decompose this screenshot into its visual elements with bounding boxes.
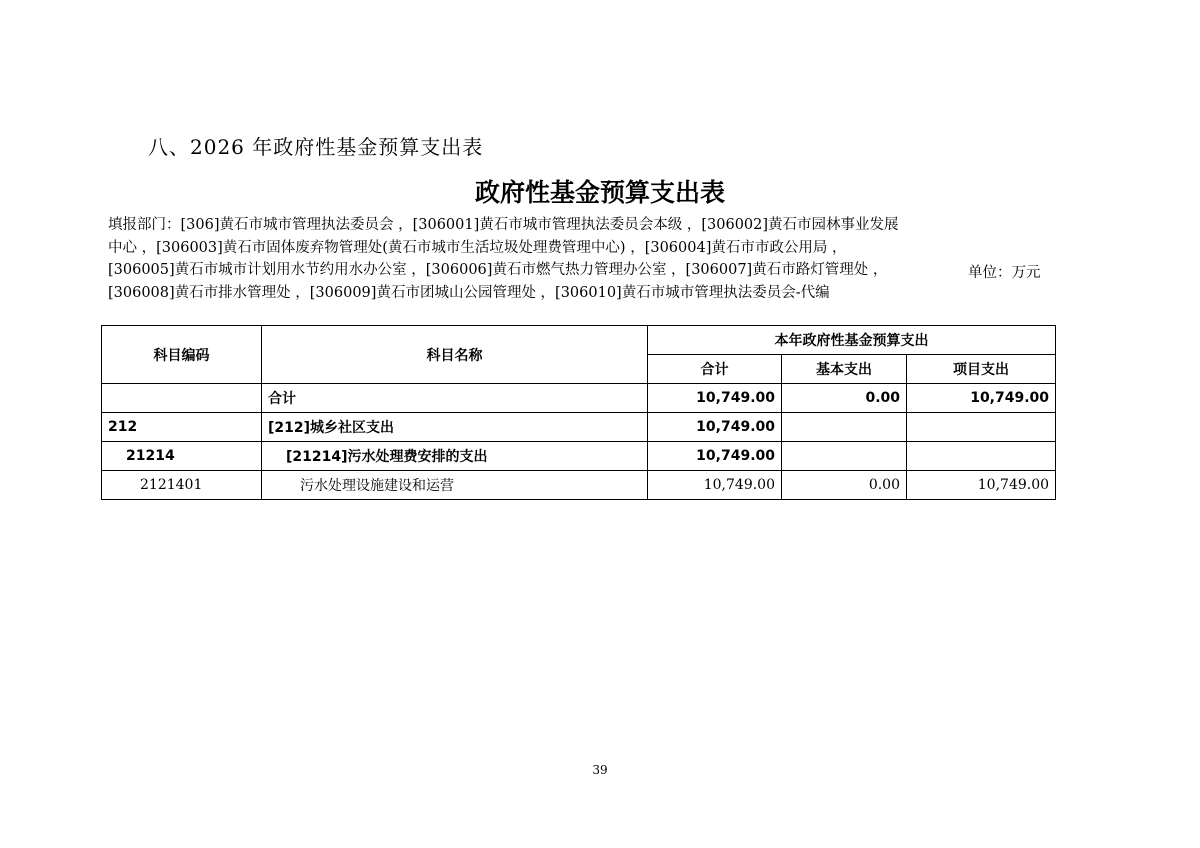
- row-basic: 0.00: [782, 384, 907, 413]
- row-project: [907, 442, 1056, 471]
- row-name: [212]城乡社区支出: [262, 413, 648, 442]
- table-row: [102, 442, 1056, 471]
- row-name: 污水处理设施建设和运营: [262, 471, 648, 500]
- table-row-total: [102, 384, 1056, 413]
- row-total: 10,749.00: [648, 471, 782, 500]
- header-project-expenditure: 项目支出: [907, 355, 1056, 384]
- row-project: [907, 413, 1056, 442]
- row-total: 10,749.00: [648, 384, 782, 413]
- row-project: 10,749.00: [907, 471, 1056, 500]
- page-title: 政府性基金预算支出表: [474, 178, 725, 207]
- row-name: 合计: [262, 384, 648, 413]
- table-row: [102, 471, 1056, 500]
- row-basic: [782, 413, 907, 442]
- header-subject-code: 科目编码: [102, 326, 262, 384]
- row-name: [21214]污水处理费安排的支出: [262, 442, 648, 471]
- unit-label: 单位：万元: [968, 265, 1041, 281]
- row-code: 2121401: [102, 471, 262, 500]
- row-total: 10,749.00: [648, 442, 782, 471]
- header-current-year-expenditure: 本年政府性基金预算支出: [648, 326, 1056, 355]
- header-total: 合计: [648, 355, 782, 384]
- header-subject-name: 科目名称: [262, 326, 648, 384]
- page-number: 39: [592, 763, 608, 777]
- row-total: 10,749.00: [648, 413, 782, 442]
- row-basic: [782, 442, 907, 471]
- section-heading: 八、2026 年政府性基金预算支出表: [148, 135, 484, 159]
- row-basic: 0.00: [782, 471, 907, 500]
- row-code: 21214: [102, 442, 262, 471]
- table-row: [102, 413, 1056, 442]
- header-basic-expenditure: 基本支出: [782, 355, 907, 384]
- row-project: 10,749.00: [907, 384, 1056, 413]
- row-code: [102, 384, 262, 413]
- budget-table: [101, 325, 1056, 500]
- filing-department-text: 填报部门：[306]黄石市城市管理执法委员会 ，[306001]黄石市城市管理执法委员会本级 ，[306002]黄石市园林事业发展中心 ，[306003]黄石市固体废弃物管理处(黄石市城市生活垃圾处理费管理中心) ，[306004]黄石市市政公用局 ，[306005]黄石市城市计划用水节约用水办公室 ，[306006]黄石市燃气热力管理办公室 ，[306007]黄石市路灯管理处 ，[306008]黄石市排水管理处 ，[306009]黄石市团城山公园管理处 ，[306010]黄石市城市管理执法委员会-代编: [108, 217, 899, 301]
- row-code: 212: [102, 413, 262, 442]
